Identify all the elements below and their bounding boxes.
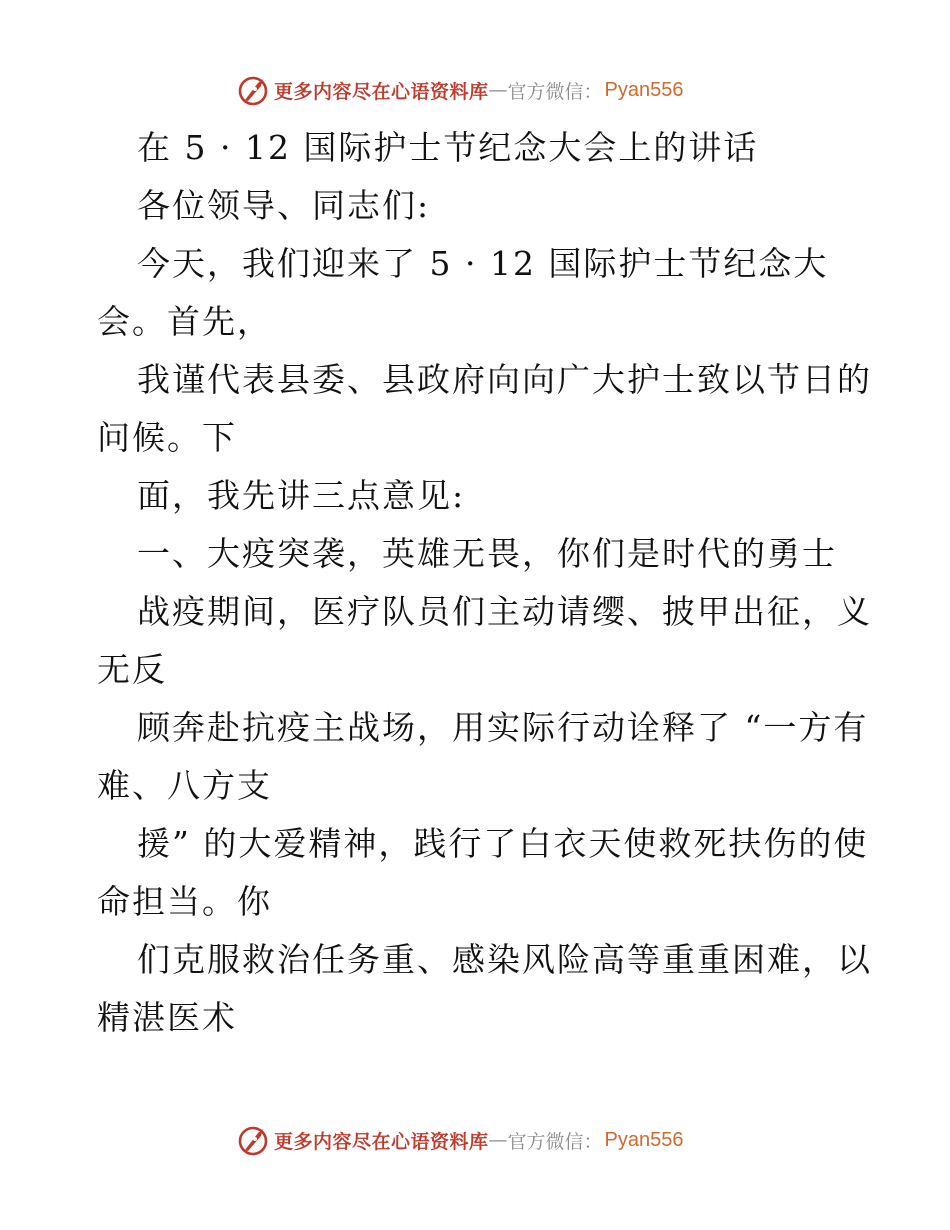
banner-site-text: 更多内容尽在心语资料库 [274, 1130, 489, 1153]
banner-dash: — [488, 79, 508, 101]
doc-line: 顾奔赴抗疫主战场，用实际行动诠释了 “一方有 [137, 708, 869, 747]
pen-nib-logo-icon [236, 1123, 270, 1157]
doc-line: 各位领导、同志们: [137, 186, 431, 225]
banner-site-text: 更多内容尽在心语资料库 [274, 80, 489, 103]
banner-wechat-handle: Pyan556 [604, 1128, 684, 1151]
doc-line: 们克服救治任务重、感染风险高等重重困难，以 [137, 940, 872, 979]
banner-dash: — [488, 1129, 508, 1151]
doc-line: 问候。下 [97, 418, 237, 457]
doc-line: 难、八方支 [97, 766, 272, 805]
banner-wechat-label: 官方微信： [507, 1130, 603, 1153]
doc-line: 我谨代表县委、县政府向向广大护士致以节日的 [137, 360, 872, 399]
banner-wechat-label: 官方微信： [507, 80, 603, 103]
footer-watermark-banner [236, 1122, 684, 1158]
doc-line: 今天，我们迎来了 5 · 12 国际护士节纪念大 [137, 244, 829, 283]
doc-line: 战疫期间，医疗队员们主动请缨、披甲出征，义 [137, 592, 872, 631]
doc-line: 援” 的大爱精神，践行了白衣天使救死扶伤的使 [137, 824, 869, 863]
doc-line: 精湛医术 [97, 998, 237, 1037]
doc-line: 命担当。你 [97, 882, 272, 921]
banner-wechat-handle: Pyan556 [604, 78, 684, 101]
doc-line: 面，我先讲三点意见: [137, 476, 466, 515]
doc-line: 无反 [97, 650, 167, 689]
doc-title: 在 5 · 12 国际护士节纪念大会上的讲话 [137, 128, 759, 167]
doc-section-heading: 一、大疫突袭，英雄无畏，你们是时代的勇士 [137, 534, 837, 573]
doc-line: 会。首先， [97, 302, 272, 341]
